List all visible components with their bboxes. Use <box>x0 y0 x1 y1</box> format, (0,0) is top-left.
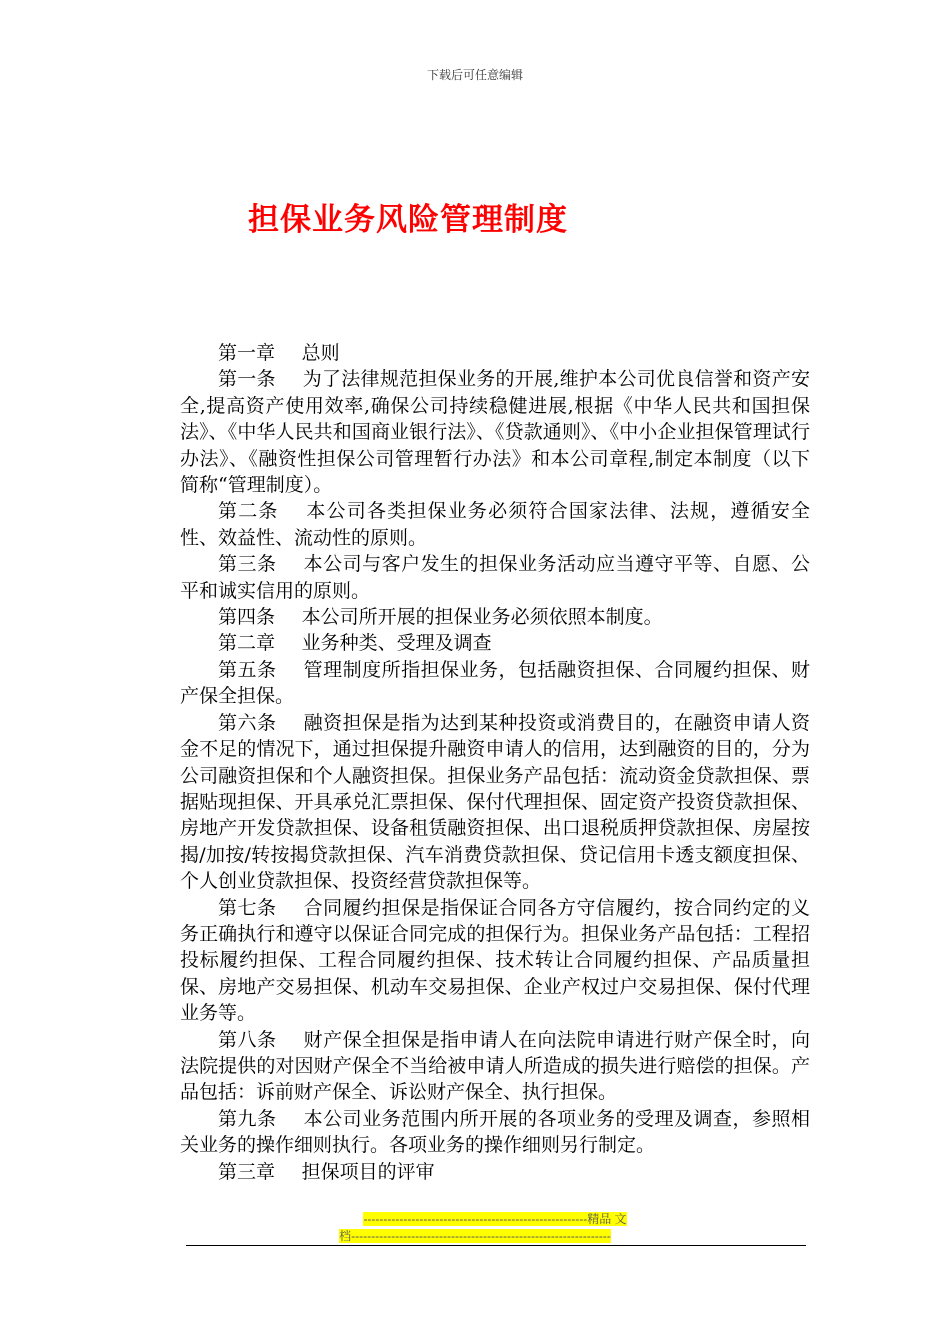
chapter-text: 担保项目的评审 <box>301 1160 435 1183</box>
footer-banner-line-1 <box>0 1211 950 1227</box>
chapter-label: 第一章 <box>218 342 276 364</box>
chapter-heading <box>180 340 810 366</box>
chapter-text: 业务种类、受理及调查 <box>301 632 492 655</box>
article-paragraph <box>180 604 810 630</box>
article-label: 第六条 <box>218 711 277 734</box>
article-label: 第八条 <box>218 1028 277 1051</box>
chapter-heading <box>180 630 810 656</box>
article-paragraph <box>180 1106 810 1159</box>
chapter-heading <box>180 1159 810 1185</box>
article-text: 本公司所开展的担保业务必须依照本制度。 <box>301 606 663 629</box>
article-text: 融资担保是指为达到某种投资或消费目的，在融资申请人资金不足的情况下，通过担保提升融资申请人的信用，达到融资的目的，分为公司融资担保和个人融资担保。担保业务产品包括：流动资金贷款担保、票据贴现担保、开具承兑汇票担保、保付代理担保、固定资产投资贷款担保、房地产开发贷款担保、设备租赁融资担保、出口退税质押贷款担保、房屋按揭/加按/转按揭贷款担保、汽车消费贷款担保、贷记信用卡透支额度担保、个人创业贷款担保、投资经营贷款担保等。 <box>180 711 810 893</box>
chapter-label: 第三章 <box>218 1160 276 1183</box>
article-paragraph <box>180 551 810 604</box>
article-paragraph <box>180 657 810 710</box>
article-label: 第五条 <box>218 658 277 681</box>
article-label: 第七条 <box>218 896 277 919</box>
article-label: 第四条 <box>218 606 276 629</box>
article-paragraph <box>180 366 810 498</box>
article-paragraph <box>180 710 810 895</box>
article-text: 本公司各类担保业务必须符合国家法律、法规，遵循安全性、效益性、流动性的原则。 <box>180 500 810 549</box>
article-label: 第三条 <box>218 553 277 576</box>
footer-rule <box>186 1245 806 1246</box>
article-label: 第九条 <box>218 1107 277 1130</box>
article-text: 本公司与客户发生的担保业务活动应当遵守平等、自愿、公平和诚实信用的原则。 <box>180 553 810 602</box>
article-label: 第二条 <box>218 500 279 523</box>
article-paragraph <box>180 1027 810 1106</box>
footer-highlight-2: 档----------------------------------------------------------------- <box>339 1229 611 1243</box>
document-title: 担保业务风险管理制度 <box>248 202 568 238</box>
article-paragraph <box>180 895 810 1027</box>
article-text: 管理制度所指担保业务，包括融资担保、合同履约担保、财产保全担保。 <box>180 658 810 708</box>
article-label: 第一条 <box>218 368 276 391</box>
chapter-label: 第二章 <box>218 632 276 655</box>
footer-highlight-1: --------------------------------------------------------精品 文 <box>363 1212 627 1226</box>
article-paragraph <box>180 498 810 551</box>
footer-banner-line-2 <box>0 1228 950 1244</box>
article-text: 财产保全担保是指申请人在向法院申请进行财产保全时，向法院提供的对因财产保全不当给被申请人所造成的损失进行赔偿的担保。产品包括：诉前财产保全、诉讼财产保全、执行担保。 <box>180 1028 810 1104</box>
article-text: 合同履约担保是指保证合同各方守信履约，按合同约定的义务正确执行和遵守以保证合同完成的担保行为。担保业务产品包括：工程招投标履约担保、工程合同履约担保、技术转让合同履约担保、产品质量担保、房地产交易担保、机动车交易担保、企业产权过户交易担保、保付代理业务等。 <box>180 896 810 1025</box>
document-body <box>180 340 810 1185</box>
header-note: 下载后可任意编辑 <box>426 68 523 82</box>
chapter-text: 总则 <box>301 342 340 364</box>
article-text: 为了法律规范担保业务的开展,维护本公司优良信誉和资产安全,提高资产使用效率,确保公司持续稳健进展,根据《中华人民共和国担保法》、《中华人民共和国商业银行法》、《贷款通则》、《中小企业担保管理试行办法》、《融资性担保公司管理暂行办法》和本公司章程,制定本制度（以下简称“管理制度）。 <box>180 368 810 497</box>
article-text: 本公司业务范围内所开展的各项业务的受理及调查，参照相关业务的操作细则执行。各项业务的操作细则另行制定。 <box>180 1107 810 1157</box>
